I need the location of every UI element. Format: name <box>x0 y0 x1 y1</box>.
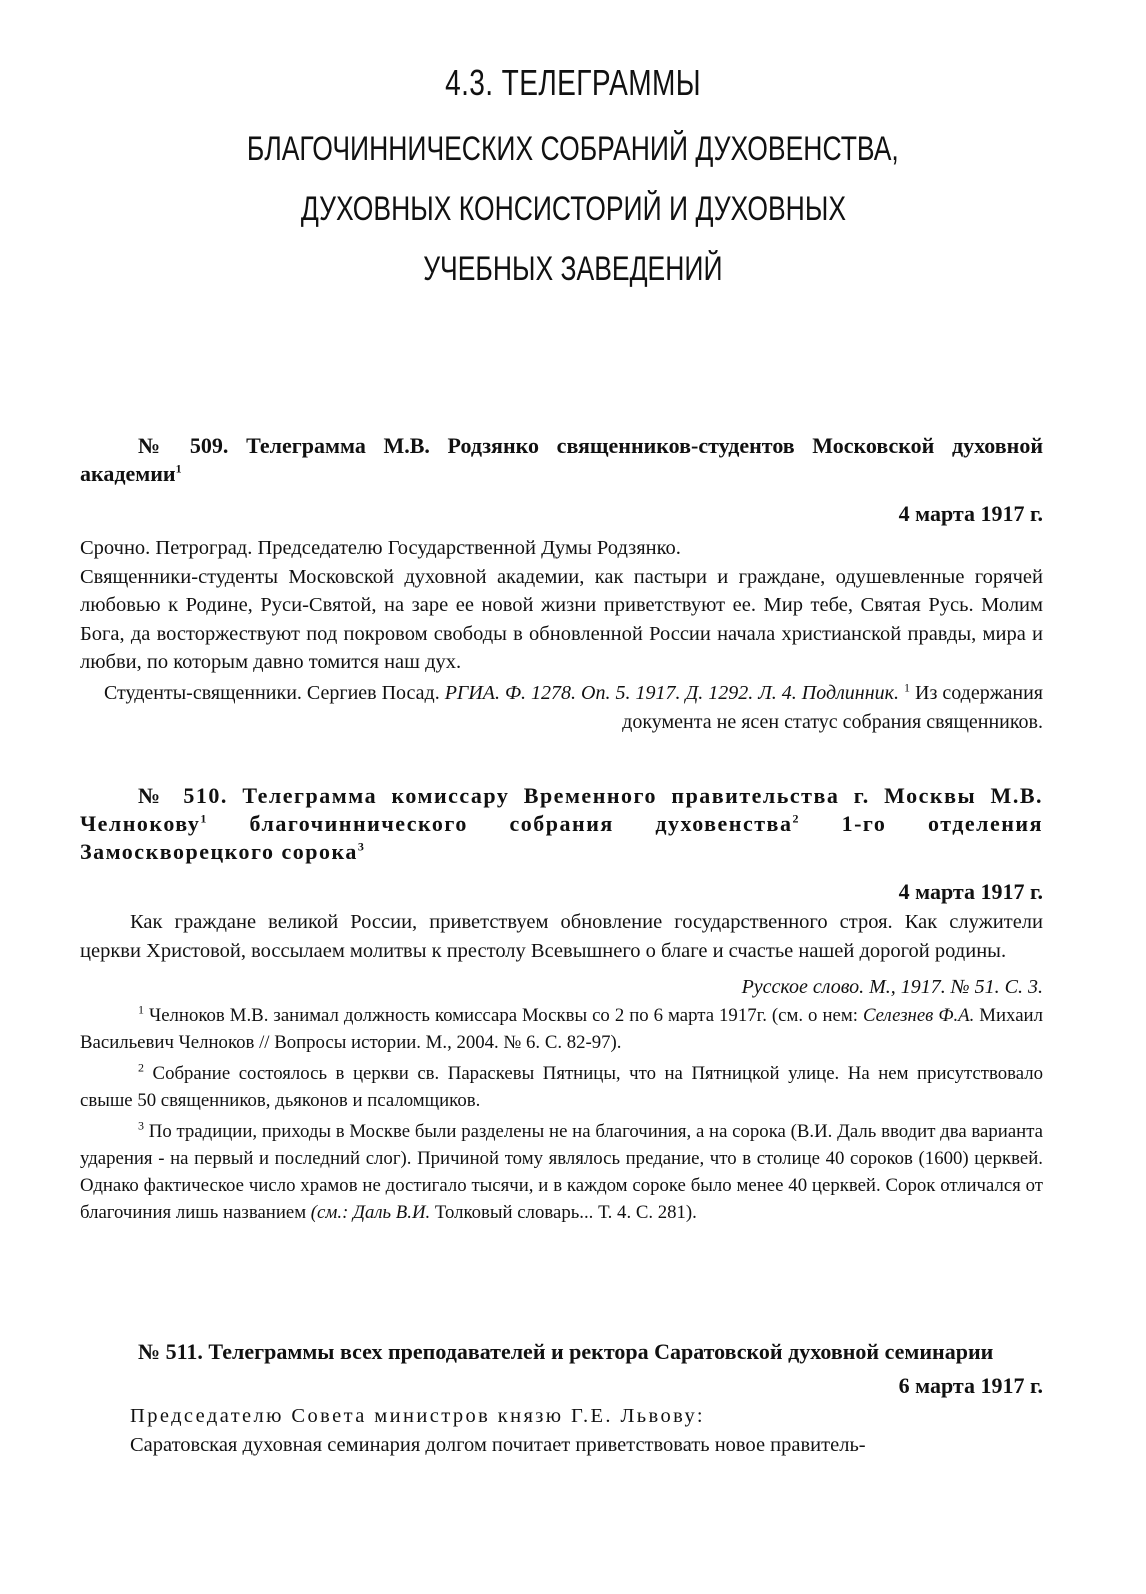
doc-509-signature: Студенты-священники. Сергиев Посад. <box>103 681 440 704</box>
doc-510-footnote-3 <box>80 1118 1043 1226</box>
doc-509-heading <box>80 432 1043 488</box>
doc-509-source <box>80 679 1043 737</box>
doc-511-body: Саратовская духовная семинария долгом почитает приветствовать новое правитель- <box>130 1433 866 1456</box>
doc-510-heading <box>80 782 1043 866</box>
footnote-1-text-b: Михаил Васильевич Челноков // Вопросы истории. М., 2004. № 6. С. 82-97). <box>80 1005 1043 1053</box>
doc-510-heading-part-2: благочиннического собрания духовенства <box>207 811 793 836</box>
footnote-marker: 3 <box>138 1118 144 1133</box>
doc-510-source-text: Русское слово. М., 1917. № 51. С. 3. <box>741 976 1043 998</box>
footnote-marker: 2 <box>792 811 800 826</box>
footnote-marker: 2 <box>138 1060 144 1075</box>
footnote-3-text: По традиции, приходы в Москве были разделены не на благочиния, а на сорока (В.И. Даль вводит два варианта ударения - на первый и последний слог). Причиной тому являлось предание, что в столице 40 сороков (1600) церквей. Однако фактическое число храмов не достигало тысячи, и в каждом сороке было менее 40 церквей. Сорок отличался от благочиния лишь названием <box>80 1121 1043 1223</box>
doc-509-body: Священники-студенты Московской духовной академии, как пастыри и граждане, одушевленные горячей любовью к Родине, Руси-Святой, на заре ее новой жизни приветствуют ее. Мир тебе, Святая Русь. Молим Бога, да восторжествуют под покровом свободы в обновленной России начала христианской правды, мира и любви, по которым давно томится наш дух. <box>80 565 1043 673</box>
doc-511-date: 6 марта 1917 г. <box>898 1373 1043 1398</box>
footnote-3-text-end: Толковый словарь... Т. 4. С. 281). <box>430 1202 697 1223</box>
chapter-title-line-3: ДУХОВНЫХ КОНСИСТОРИЙ И ДУХОВНЫХ <box>300 190 846 228</box>
footnote-marker: 1 <box>175 461 182 476</box>
footnote-3-reference: (см.: Даль В.И. <box>310 1202 431 1223</box>
document-511 <box>80 1338 1043 1459</box>
doc-510-footnote-1 <box>80 1002 1043 1056</box>
doc-509-date: 4 марта 1917 г. <box>898 501 1043 526</box>
footnote-marker: 1 <box>138 1002 144 1017</box>
footnote-marker: 1 <box>904 679 910 694</box>
document-510 <box>80 782 1043 1226</box>
doc-510-heading-part-3: 1-го отделения Замоскворецкого сорока <box>80 811 1044 864</box>
footnote-2-text: Собрание состоялось в церкви св. Параскевы Пятницы, что на Пятницкой улице. На нем присутствовало свыше 50 священников, дьяконов и псаломщиков. <box>80 1063 1043 1111</box>
doc-511-heading: № 511. Телеграммы всех преподавателей и ректора Саратовской духовной семинарии <box>138 1339 994 1364</box>
chapter-title-line-2: БЛАГОЧИННИЧЕСКИХ СОБРАНИЙ ДУХОВЕНСТВА, <box>247 130 899 168</box>
doc-510-footnote-2 <box>80 1060 1043 1114</box>
doc-510-heading-part-1: № 510. Телеграмма комиссару Временного правительства г. Москвы М.В. Челнокову <box>80 783 1043 836</box>
chapter-title-line-1: 4.3. ТЕЛЕГРАММЫ <box>445 62 701 103</box>
footnote-marker: 3 <box>357 839 366 854</box>
doc-509-heading-text: № 509. Телеграмма М.В. Родзянко священников-студентов Московской духовной академии <box>80 433 1043 486</box>
doc-509-archive: РГИА. Ф. 1278. Оп. 5. 1917. Д. 1292. Л. 4. Подлинник. <box>444 681 899 704</box>
footnote-marker: 1 <box>200 811 208 826</box>
footnote-1-author: Селезнев Ф.А. <box>862 1005 975 1026</box>
footnote-1-text-a: Челноков М.В. занимал должность комиссара Москвы со 2 по 6 марта 1917г. (см. о нем: <box>149 1005 863 1026</box>
document-509 <box>80 432 1043 737</box>
doc-510-source <box>80 973 1043 1002</box>
doc-511-address: Председателю Совета министров князю Г.Е. Львову: <box>130 1405 705 1427</box>
doc-510-body: Как граждане великой России, приветствуем обновление государственного строя. Как служители церкви Христовой, воссылаем молитвы к престолу Всевышнего о благе и счастье нашей дорогой родины. <box>80 911 1043 962</box>
doc-510-date: 4 марта 1917 г. <box>898 879 1043 904</box>
chapter-title-line-4: УЧЕБНЫХ ЗАВЕДЕНИЙ <box>423 250 723 288</box>
doc-509-line-1: Срочно. Петроград. Председателю Государственной Думы Родзянко. <box>80 537 681 559</box>
doc-509-footnote: Из содержания документа не ясен статус собрания священников. <box>622 681 1043 733</box>
